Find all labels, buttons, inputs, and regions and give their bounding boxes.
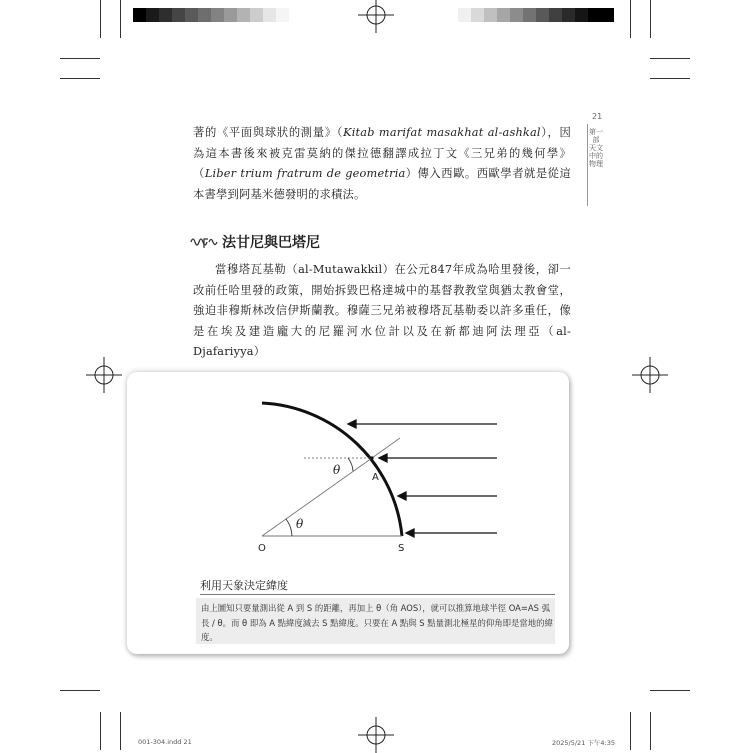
angle-arc-o — [286, 519, 292, 536]
point-a-label: A — [372, 472, 379, 483]
arrowhead — [379, 454, 387, 462]
arrowhead — [406, 529, 414, 537]
caption-rule — [200, 594, 555, 595]
point-o-label: O — [258, 543, 266, 554]
arrowhead — [398, 492, 406, 500]
paragraph-1-text-c: ）傳入西歐。西歐學者就是從這本書學到阿基米德發明的求積法。 — [193, 167, 571, 201]
point-s-label: S — [398, 543, 405, 554]
theta-label-upper: θ — [333, 463, 341, 477]
paragraph-2: 當穆塔瓦基勒（al-Mutawakkil）在公元847年成為哈里發後，卻一改前任哈里發的政策，開始拆毀巴格達城中的基督教教堂與猶太教會堂，強迫非穆斯林改信伊斯蘭教。穆薩三兄弟被穆塔瓦基勒委以許多重任，像是在埃及建造龐大的尼羅河水位計以及在新都迪阿法理亞（al-Djafariyya） — [193, 263, 571, 358]
theta-label-lower: θ — [296, 517, 304, 531]
radius-oa — [262, 458, 372, 536]
point-a-marker — [370, 456, 373, 459]
paragraph-1-text-a: 著的《平面與球狀的測量》（ — [193, 126, 344, 139]
paragraph-1-text-b: ），因為這本書後來被克雷莫納的傑拉德翻譯成拉丁文《三兄弟的幾何學》（ — [193, 126, 572, 180]
footer-timestamp: 2025/5/21 下午4:35 — [552, 739, 615, 747]
caption-title: 利用天象決定緯度 — [200, 579, 288, 592]
angle-arc-a — [348, 458, 353, 471]
footer-file-name: 001-304.indd 21 — [138, 738, 192, 746]
paragraph-1-italic-latin: Liber trium fratrum de geometria — [204, 167, 406, 180]
page-number: 21 — [592, 112, 603, 121]
arrowhead — [348, 420, 356, 428]
paragraph-1-italic-title: Kitab marifat masakhat al-ashkal — [343, 126, 541, 139]
section-title: 法甘尼與巴塔尼 — [222, 235, 320, 251]
chapter-tab: 第一部 天文中的物理 — [589, 128, 603, 168]
caption-text: 由上圖知只要量測出從 A 到 S 的距離，再加上 θ（角 AOS），就可以推算地球半徑 OA=AS 弧長 / θ。而 θ 即為 A 點緯度減去 S 點緯度。只要在 A 點與 S 點量測北極星的仰角即是當地的緯度。 — [201, 603, 553, 642]
earth-arc — [262, 403, 402, 536]
